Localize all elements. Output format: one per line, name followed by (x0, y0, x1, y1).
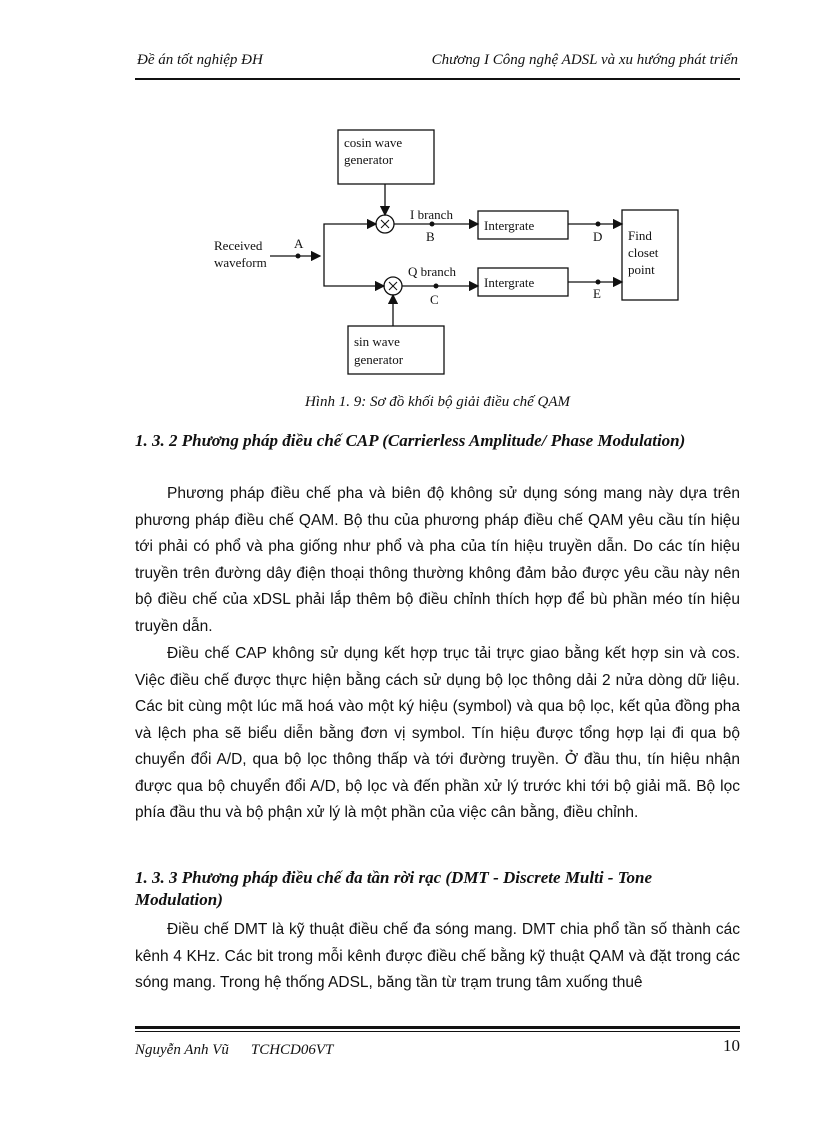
point-c-label: C (430, 292, 439, 307)
node-e (596, 280, 601, 285)
cosin-generator-label-2: generator (344, 152, 394, 167)
q-branch-label: Q branch (408, 264, 457, 279)
paragraph-cap-1: Phương pháp điều chế pha và biên độ không sử dụng sóng mang này dựa trên phương pháp điều chế QAM. Bộ thu của phương pháp điều chế QAM yêu cầu tín hiệu tới phải có phổ và pha giống như phổ và pha của tín hiệu truyền dẫn. Do các tín hiệu truyền trên đường dây điện thoại thông thường không đảm bảo được yêu cầu này nên bộ điều chế của xDSL phải lắp thêm bộ điều chỉnh thích hợp để bù phần méo tín hiệu truyền dẫn. (135, 485, 740, 635)
cosin-generator-label-1: cosin wave (344, 135, 403, 150)
integrate-top-label: Intergrate (484, 218, 535, 233)
footer-rule-thick (135, 1026, 740, 1029)
section-heading-cap: 1. 3. 2 Phương pháp điều chế CAP (Carrierless Amplitude/ Phase Modulation) (135, 431, 686, 450)
section-heading-dmt: 1. 3. 3 Phương pháp điều chế đa tần rời rạc (DMT - Discrete Multi - Tone Modulation) (135, 868, 653, 909)
find-point-label-3: point (628, 262, 655, 277)
point-d-label: D (593, 229, 603, 244)
diagram-svg (210, 126, 690, 376)
page-header (135, 50, 740, 76)
paragraph-dmt-1: Điều chế DMT là kỹ thuật điều chế đa sóng mang. DMT chia phổ tần số thành các kênh 4 KHz. Các bit trong mỗi kênh được điều chế bằng kỹ thuật QAM và đặt trong các sóng mang. Trong hệ thống ADSL, băng tần từ trạm trung tâm xuống thuê (135, 921, 740, 991)
point-a-label: A (294, 236, 304, 251)
qam-demodulator-diagram (210, 126, 690, 376)
header-right: Chương I Công nghệ ADSL và xu hướng phát triển (431, 52, 738, 68)
figure-caption: Hình 1. 9: Sơ đồ khối bộ giải điều chế QAM (304, 394, 571, 410)
point-b-label: B (426, 229, 435, 244)
node-c (434, 284, 439, 289)
footer-author-name: Nguyễn Anh Vũ (135, 1042, 229, 1058)
find-point-label-1: Find (628, 228, 652, 243)
input-label-2: waveform (214, 255, 267, 270)
footer-author (135, 1042, 355, 1059)
input-label-1: Received (214, 238, 263, 253)
footer-class-code: TCHCD06VT (250, 1042, 334, 1058)
integrate-bottom-label: Intergrate (484, 275, 535, 290)
header-rule (135, 78, 740, 80)
node-a (296, 254, 301, 259)
node-d (596, 222, 601, 227)
node-b (430, 222, 435, 227)
page-number: 10 (723, 1036, 740, 1055)
sin-generator-label-2: generator (354, 352, 404, 367)
i-branch-label: I branch (410, 207, 453, 222)
paragraph-cap-2: Điều chế CAP không sử dụng kết hợp trục tải trực giao bằng kết hợp sin và cos. Việc điều chế được thực hiện bằng cách sử dụng bộ lọc thông dải 2 nửa dòng dữ liệu. Các bit cùng một lúc mã hoá vào một ký hiệu (symbol) và qua bộ lọc, kết qủa đồng pha và lệch pha sẽ biểu diễn bằng đơn vị symbol. Tín hiệu được tổng hợp lại đi qua bộ chuyển đổi A/D, qua bộ lọc thông thấp và tới đường truyền. Ở đầu thu, tín hiệu nhận được qua bộ chuyển đổi A/D, bộ lọc và đến phần xử lý trước khi tới bộ giải mã. Bộ lọc phía đầu thu và bộ phận xử lý là một phần của việc cân bằng, điều chỉnh. (135, 645, 740, 821)
point-e-label: E (593, 286, 601, 301)
find-point-label-2: closet (628, 245, 659, 260)
header-left: Đề án tốt nghiệp ĐH (137, 52, 263, 68)
footer-rule-thin (135, 1031, 740, 1032)
sin-generator-label-1: sin wave (354, 334, 400, 349)
